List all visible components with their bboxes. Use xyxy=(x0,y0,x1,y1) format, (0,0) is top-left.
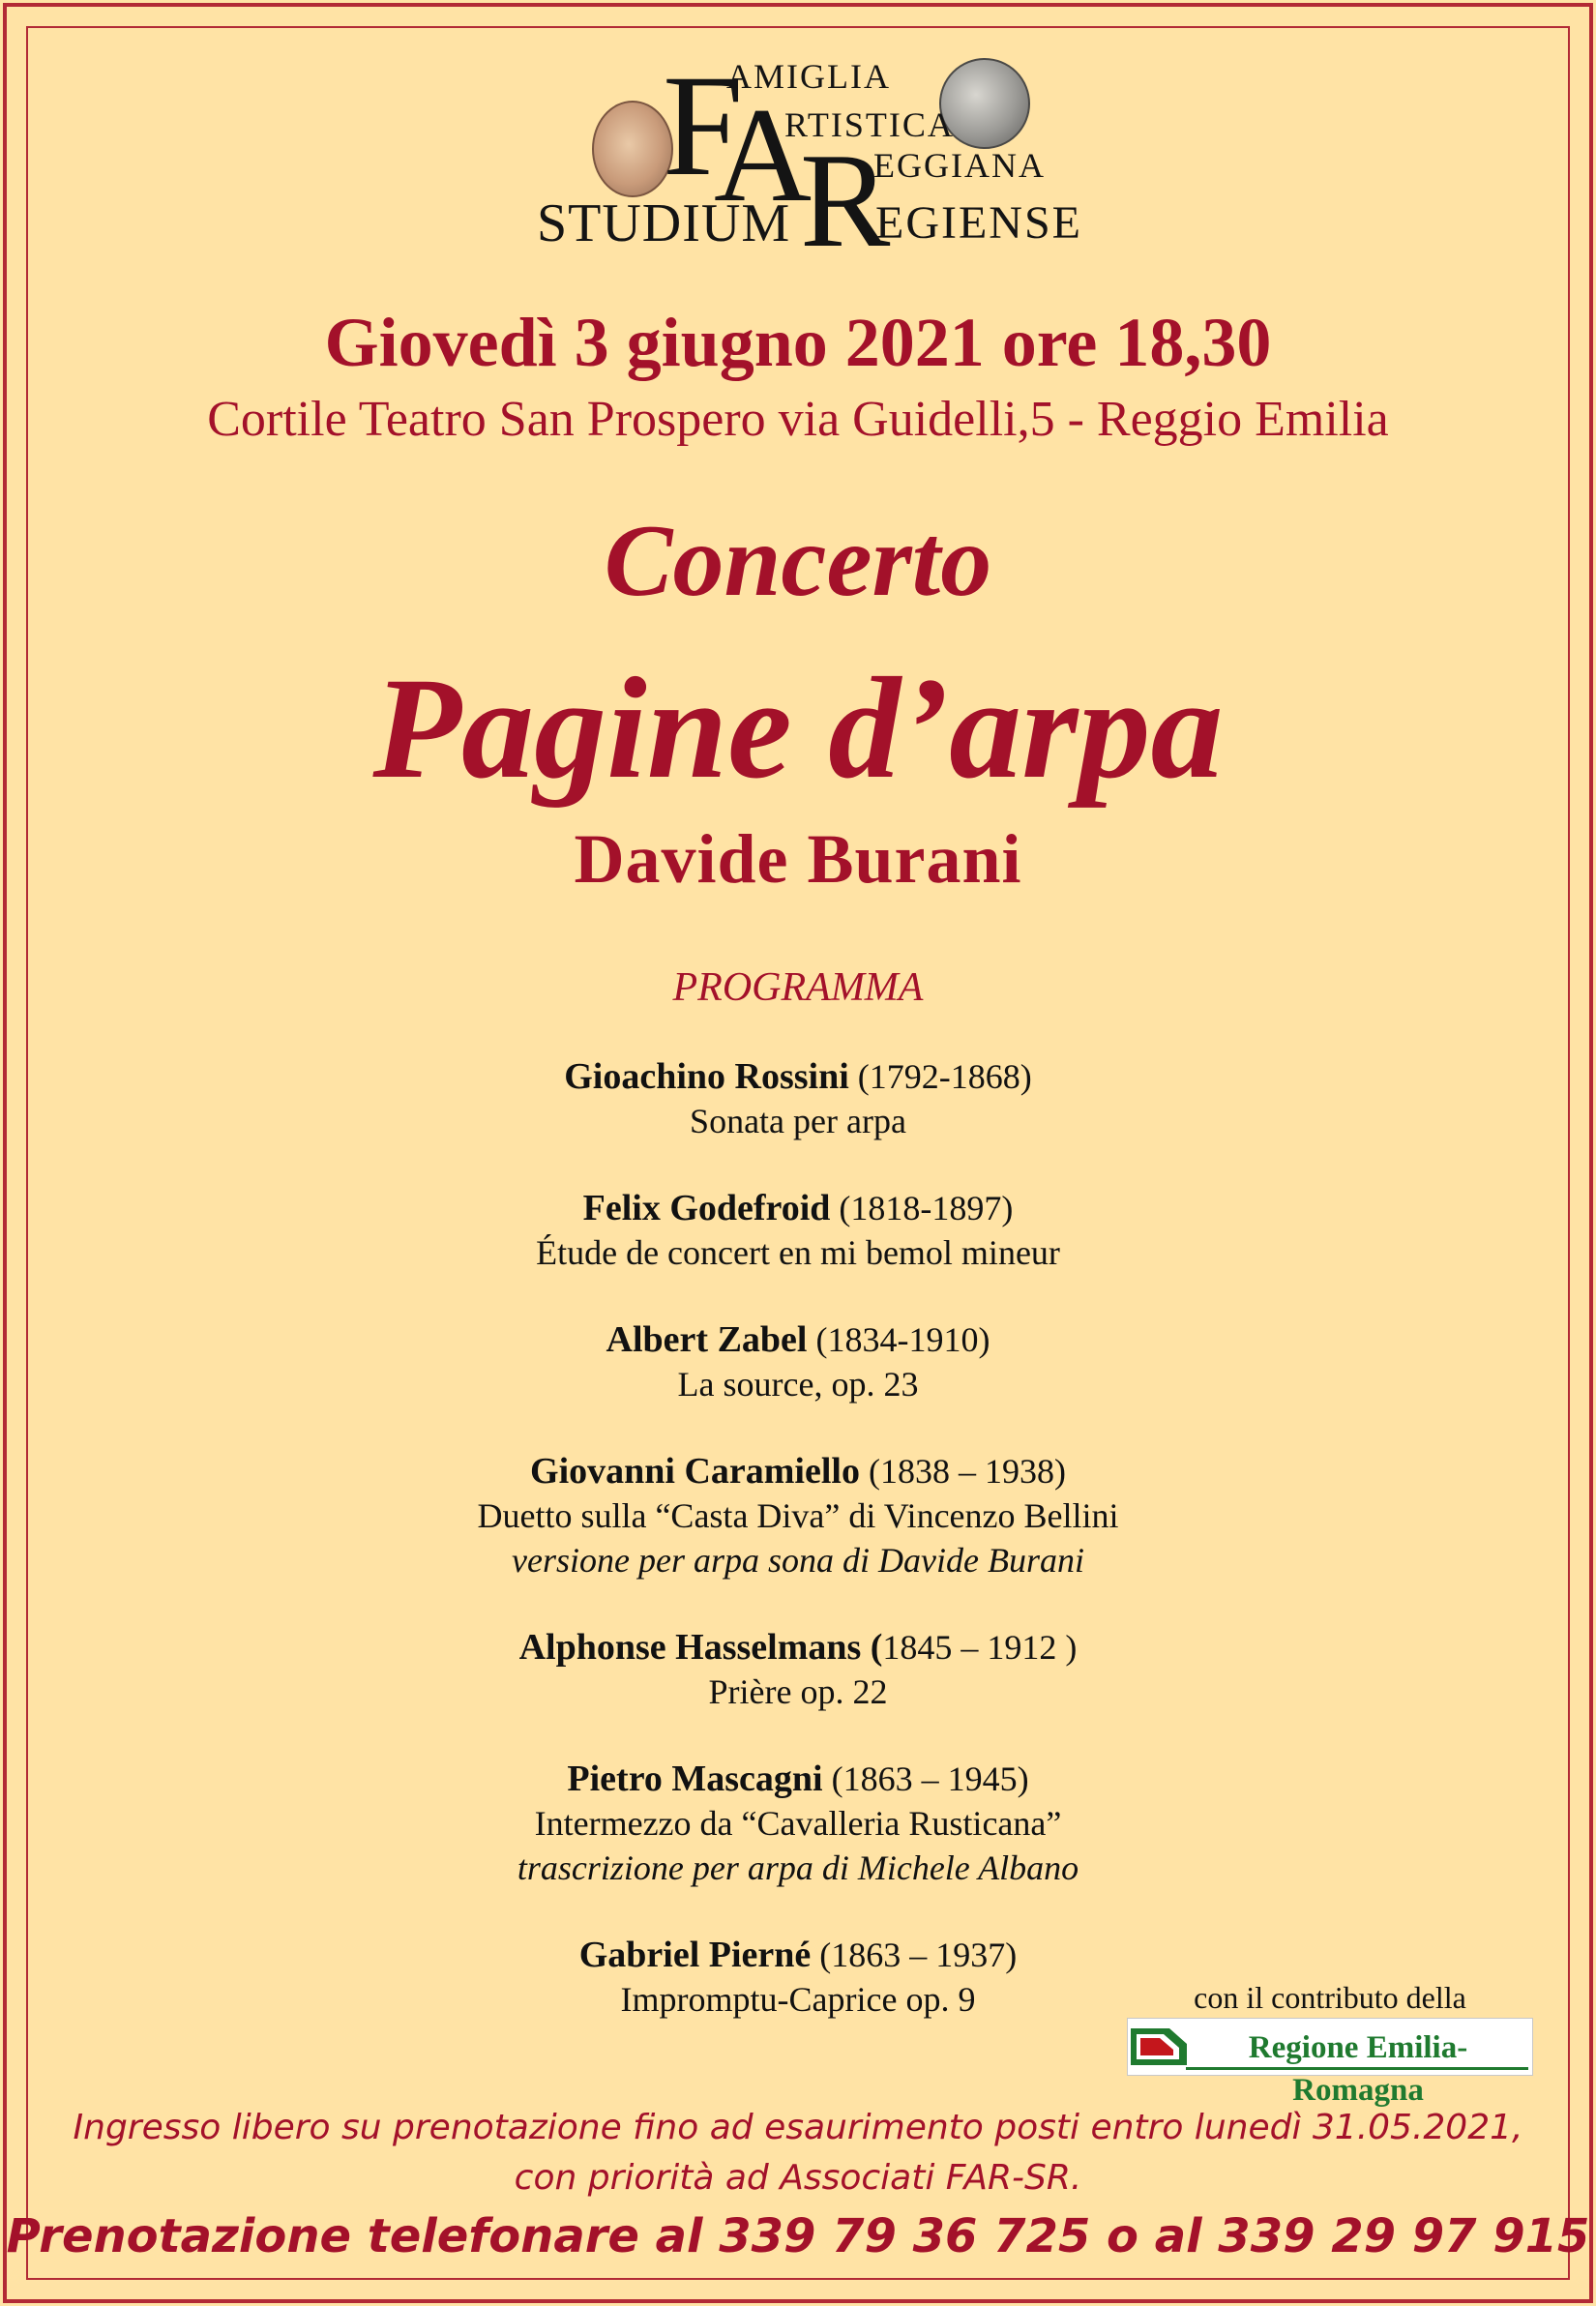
program-item xyxy=(0,1625,1596,1714)
event-place: Cortile Teatro San Prospero via Guidelli,5 - Reggio Emilia xyxy=(207,392,1389,447)
work-title: La source, op. 23 xyxy=(677,1365,919,1404)
composer-name: Pietro Mascagni xyxy=(567,1759,823,1799)
work-title: Étude de concert en mi bemol mineur xyxy=(536,1233,1060,1272)
composer-years: (1834-1910) xyxy=(807,1320,990,1359)
work-title: Sonata per arpa xyxy=(690,1102,906,1140)
composer-years: (1818-1897) xyxy=(830,1189,1014,1227)
booking-phone: Prenotazione telefonare al 339 79 36 725 o al 339 29 97 915 xyxy=(6,2209,1590,2263)
logo-letter-a: A xyxy=(714,80,813,230)
logo-reggiana: EGGIANA xyxy=(873,146,1046,185)
composer-name: Albert Zabel xyxy=(606,1319,808,1360)
performer-name: Davide Burani xyxy=(574,820,1022,898)
work-title: Intermezzo da “Cavalleria Rusticana” xyxy=(534,1804,1062,1843)
entry-info-line1: Ingresso libero su prenotazione fino ad esaurimento posti entro lunedì 31.05.2021, xyxy=(73,2108,1523,2147)
work-note: trascrizione per arpa di Michele Albano xyxy=(517,1848,1079,1887)
region-emilia-romagna-logo xyxy=(1127,2018,1533,2108)
logo-famiglia: AMIGLIA xyxy=(726,57,891,96)
program-item xyxy=(0,1317,1596,1406)
composer-years: 1845 – 1912 ) xyxy=(882,1628,1078,1667)
composer-name: Gabriel Pierné xyxy=(578,1935,812,1975)
event-type: Concerto xyxy=(604,504,992,617)
work-note: versione per arpa sona di Davide Burani xyxy=(512,1541,1084,1580)
logo-letter-f: F xyxy=(663,45,744,206)
entry-info xyxy=(0,2103,1596,2203)
program-item xyxy=(0,1054,1596,1143)
logo-wordmark xyxy=(537,45,1082,276)
event-date: Giovedì 3 giugno 2021 ore 18,30 xyxy=(324,304,1272,381)
logo-artistica: RTISTICA xyxy=(784,105,955,144)
logo-studium: STUDIUM xyxy=(537,193,791,253)
region-flag-icon xyxy=(1131,2025,1187,2069)
composer-years: (1838 – 1938) xyxy=(859,1452,1066,1491)
composer-name: Gioachino Rossini xyxy=(564,1056,849,1097)
composer-name: Alphonse Hasselmans ( xyxy=(518,1627,883,1668)
logo-regiense: EGIENSE xyxy=(875,197,1082,249)
logo-letter-r: R xyxy=(800,126,891,276)
work-title: Prière op. 22 xyxy=(708,1672,888,1711)
sponsor-text: con il contributo della xyxy=(1194,1980,1466,2015)
work-title: Impromptu-Caprice op. 9 xyxy=(620,1980,976,2019)
program-item xyxy=(0,1449,1596,1582)
program-item xyxy=(0,1757,1596,1890)
region-name: Regione Emilia-Romagna xyxy=(1248,2030,1468,2108)
composer-years: (1863 – 1937) xyxy=(811,1936,1018,1974)
program-item xyxy=(0,1186,1596,1275)
composer-name: Giovanni Caramiello xyxy=(530,1451,860,1492)
composer-years: (1792-1868) xyxy=(848,1057,1032,1096)
composer-name: Felix Godefroid xyxy=(582,1188,831,1228)
entry-info-line2: con priorità ad Associati FAR-SR. xyxy=(514,2158,1082,2198)
program-list xyxy=(0,1054,1596,2064)
work-title: Duetto sulla “Casta Diva” di Vincenzo Bellini xyxy=(477,1496,1119,1535)
composer-years: (1863 – 1945) xyxy=(822,1759,1029,1798)
region-underline xyxy=(1186,2067,1528,2070)
program-heading: PROGRAMMA xyxy=(672,965,924,1010)
concert-title: Pagine d’arpa xyxy=(372,648,1224,809)
